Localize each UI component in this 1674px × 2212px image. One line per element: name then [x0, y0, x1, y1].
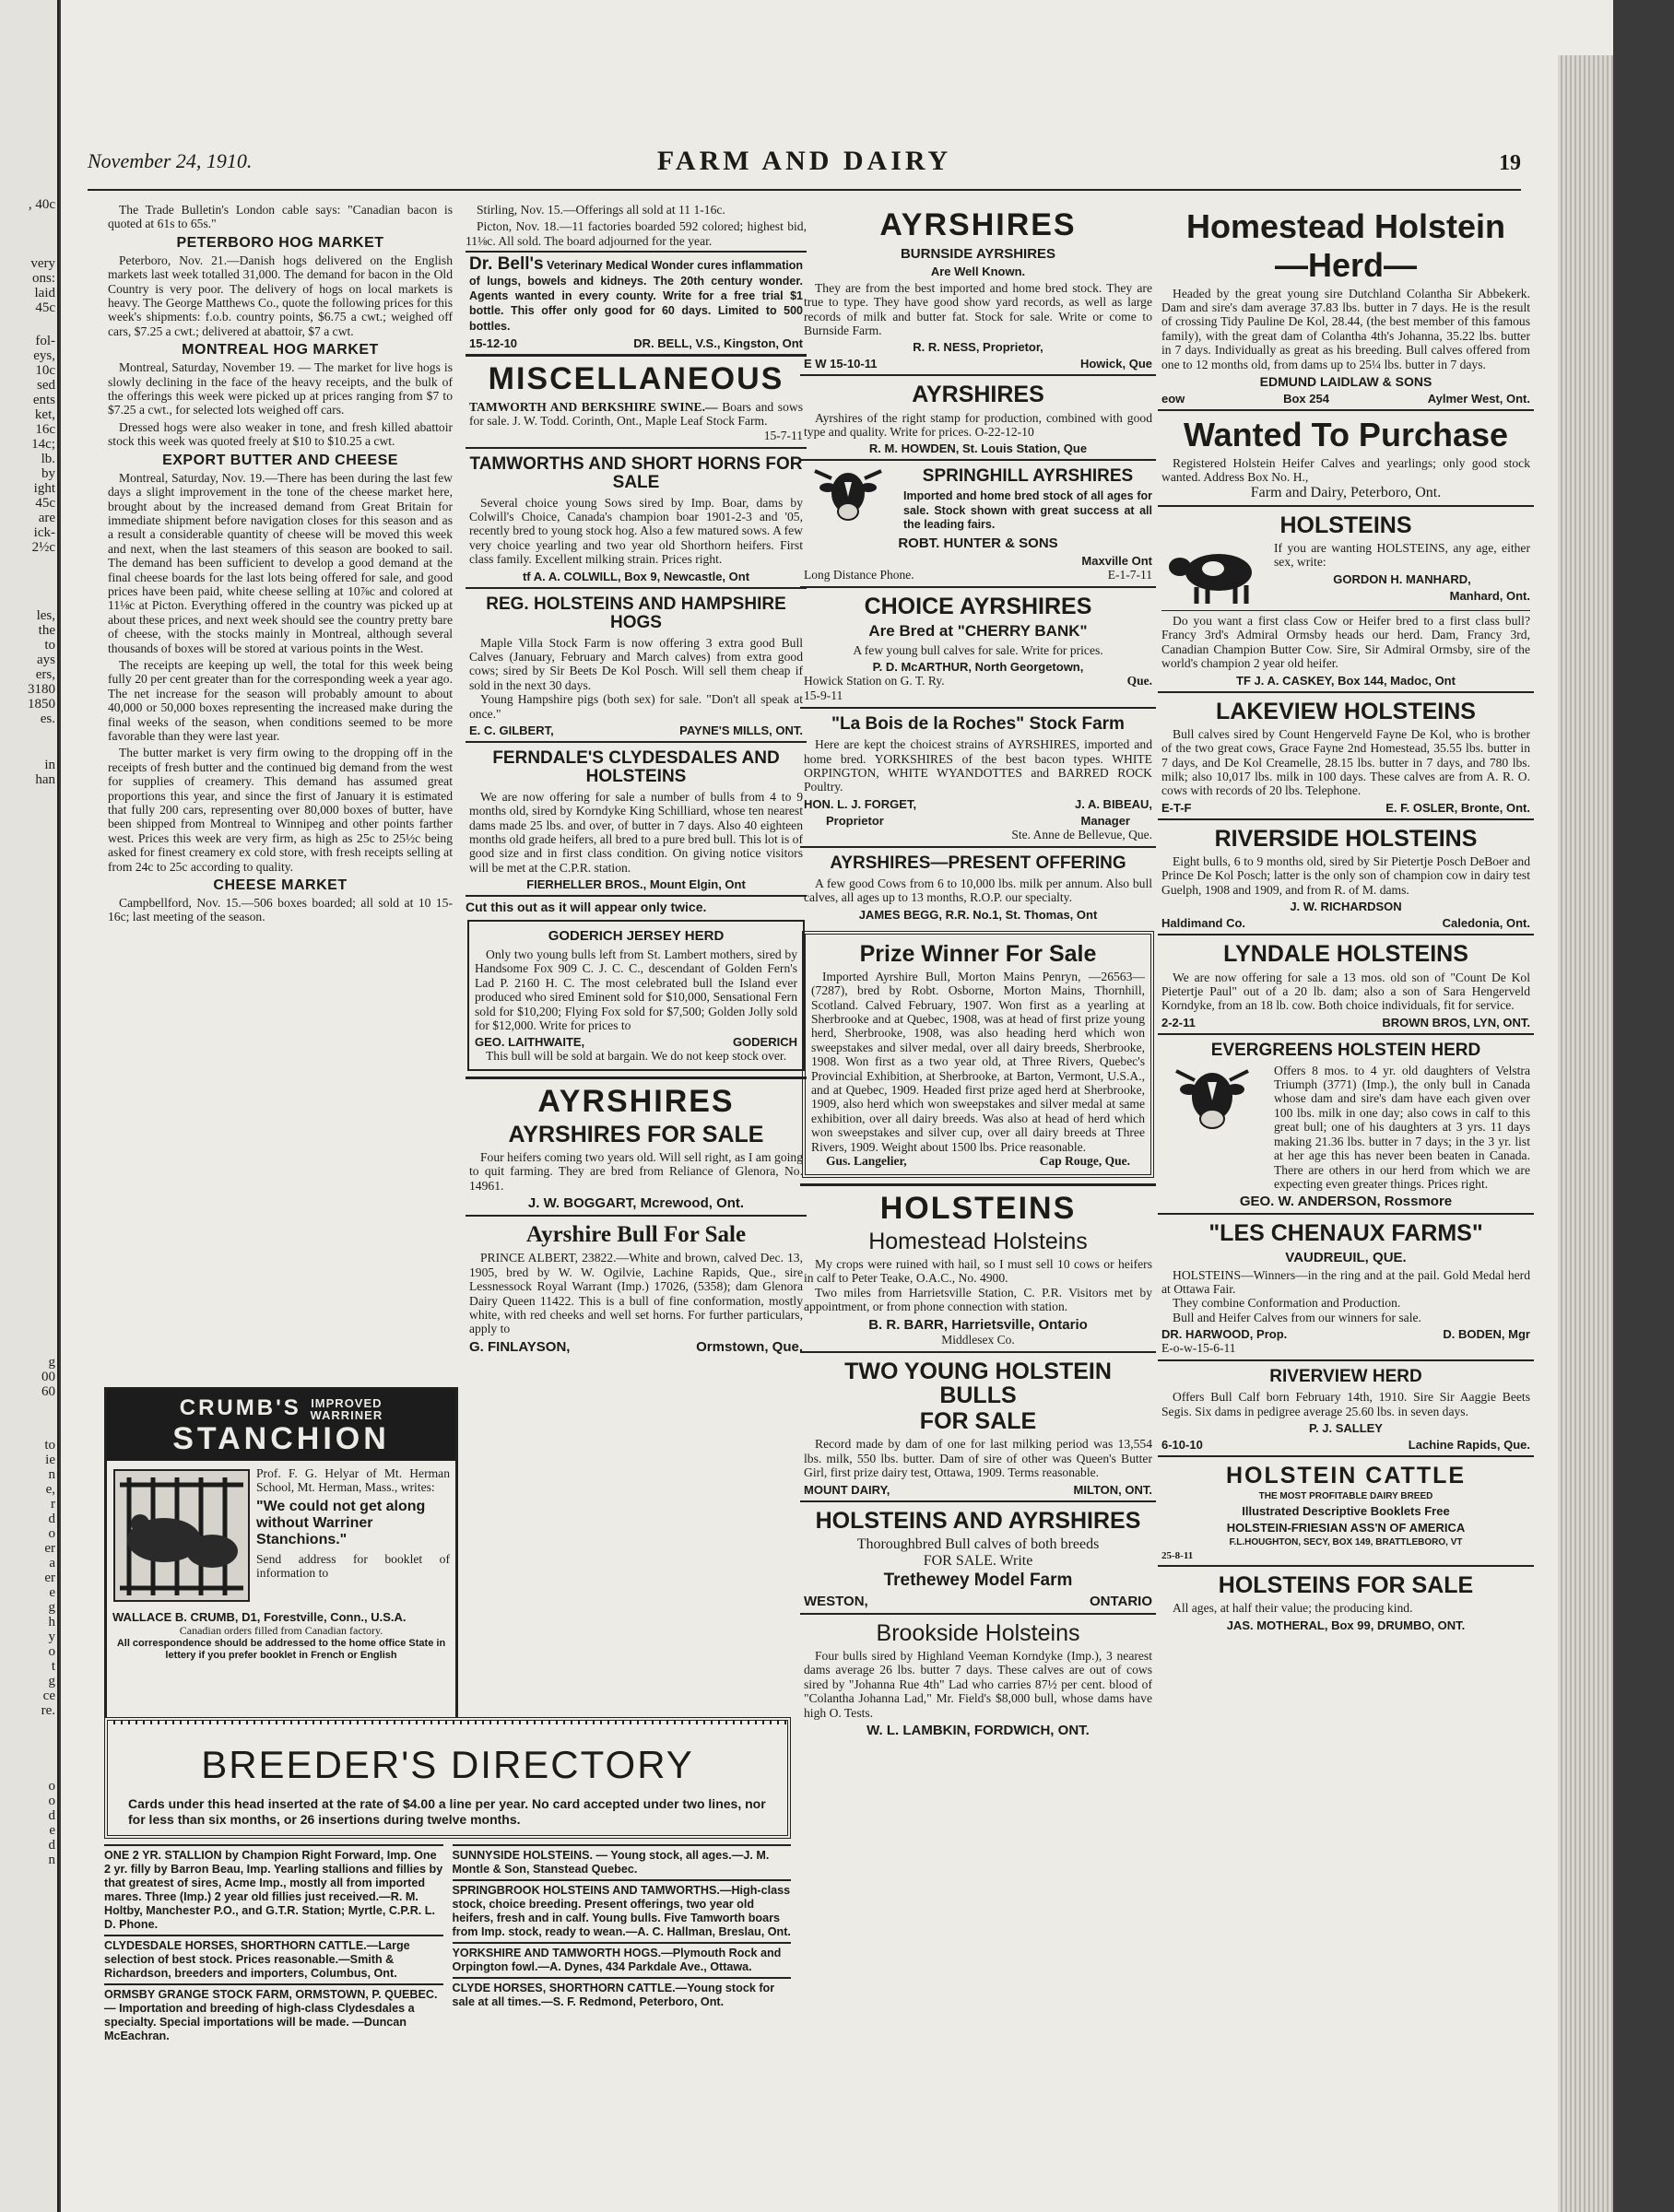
ad-title: Prize Winner For Sale	[859, 940, 1097, 967]
header-rule	[88, 189, 1521, 191]
holsteins-ayrshires-ad	[800, 1500, 1156, 1613]
ad-code: 6-10-10	[1161, 1437, 1203, 1452]
ad-code: E-T-F	[1161, 800, 1192, 815]
ad-title: AYRSHIRES FOR SALE	[508, 1121, 764, 1147]
correspondence-note: All correspondence should be addressed to the home office State in lettery if you prefer booklet in French or English	[116, 1638, 446, 1661]
farm-address: Ste. Anne de Bellevue, Que.	[1011, 827, 1152, 841]
ad-body: A few good Cows from 6 to 10,000 lbs. milk per annum. Also bull calves, all ages up to 13 months, R.O.P. our specialty.	[804, 876, 1152, 905]
ad-note: This bull will be sold at bargain. We do not keep stock over.	[486, 1049, 787, 1064]
ad-title: TWO YOUNG HOLSTEIN BULLS	[844, 1358, 1112, 1408]
article-paragraph: Dressed hogs were also weaker in tone, and fresh killed abattoir stock this week was quoted freely at $10 to $10.25 a cwt.	[108, 419, 453, 449]
adjacent-page-text-fragment: ie	[45, 1453, 55, 1467]
advertiser-name: P. D. McARTHUR, North Georgetown,	[872, 660, 1084, 675]
manager-name: D. BODEN, Mgr	[1443, 1327, 1530, 1342]
ad-subtitle: Are Bred at "CHERRY BANK"	[868, 621, 1088, 640]
product-name: STANCHION	[172, 1421, 390, 1456]
stanchion-banner	[107, 1390, 455, 1461]
directory-listing: SUNNYSIDE HOLSTEINS. — Young stock, all ages.—J. M. Montle & Son, Stanstead Quebec.	[453, 1844, 792, 1879]
section-title: AYRSHIRES	[879, 207, 1077, 242]
advertiser-signature: GEO. W. ANDERSON, Rossmore	[1239, 1194, 1453, 1210]
advertiser-signature: J. W. BOGGART, Mcrewood, Ont.	[527, 1195, 745, 1212]
ad-body: Bull and Heifer Calves from our winners for sale.	[1173, 1310, 1421, 1324]
ad-code: O-22-12-10	[974, 424, 1034, 439]
advertiser-name: P. J. SALLEY	[1309, 1420, 1383, 1435]
ad-body: Illustrated Descriptive Booklets Free	[1242, 1504, 1450, 1519]
choice-ayrshires-ad	[800, 586, 1156, 708]
adjacent-page-text-fragment: ket,	[34, 407, 55, 422]
section-title: HOLSTEINS	[879, 1191, 1077, 1227]
adjacent-page-text-fragment: ce	[42, 1688, 55, 1703]
adjacent-page-text-fragment: 14c;	[31, 437, 55, 452]
ad-code: 15-9-11	[804, 688, 843, 703]
advertiser-signature: BROWN BROS, LYN, ONT.	[1382, 1015, 1530, 1030]
directory-listing: ONE 2 YR. STALLION by Champion Right Forward, Imp. One 2 yr. filly by Barron Beau, Imp. Yearling stallions and fillies by that greatest of sires, Acme Imp., mostly all from imported mares. Three (Imp.) 2 year old fillies just received.—R. M. Holtby, Manchester P.O., and G.T.R. Station; Myrtle, C.P.R. L. D. Phone.	[104, 1844, 443, 1935]
adjacent-page-text-fragment: laid	[34, 286, 55, 300]
manager-name: J. A. BIBEAU,	[1074, 796, 1152, 811]
advertiser-location: GODERICH	[732, 1035, 797, 1050]
ad-title: LAKEVIEW HOLSTEINS	[1216, 698, 1476, 724]
homestead-herd-ad	[1158, 203, 1534, 409]
ad-body: Registered Holstein Heifer Calves and yearlings; only good stock wanted. Address Box No. H.,	[1161, 455, 1530, 485]
article-paragraph: The butter market is very firm owing to the dropping off in the receipts of fresh butter and the continued big demand from the west for supplies of creamery. This demand has assumed great proportions this year, and since the first of January it is estimated that fully 200 cars, representing over 80,000 boxes of butter, have been shipped from Montreal to Winnipeg and other points farther west. Prices this week are very firm, as high as 25c to 25½c being asked for finest creamery ex cold store, with fresh receipts selling at from 24c to 25c according to quality.	[108, 746, 453, 874]
column-ayrshires-holsteins	[800, 203, 1156, 2203]
ad-title: "La Bois de la Roches" Stock Farm	[831, 714, 1125, 735]
testimonial-quote: "We could not get along without Warriner Stanchions."	[256, 1498, 426, 1547]
holsteins-for-sale-ad	[1158, 1565, 1534, 1636]
adjacent-page-text-fragment: n	[48, 1467, 55, 1482]
ad-body: If you are wanting HOLSTEINS, any age, either sex, write:	[1274, 540, 1530, 570]
advertiser-name: MOUNT DAIRY,	[804, 1482, 890, 1497]
ad-title: Homestead Holstein	[1185, 207, 1506, 245]
ad-title: Wanted To Purchase	[1183, 416, 1509, 454]
advertiser-location: Howick, Que	[1079, 357, 1152, 371]
advertiser-signature: DR. BELL, V.S., Kingston, Ont	[633, 336, 803, 351]
article-paragraph: Campbellford, Nov. 15.—506 boxes boarded; all sold at 10 15-16c; last meeting of the season.	[108, 896, 453, 924]
advertiser-name: GORDON H. MANHARD,	[1333, 571, 1471, 586]
article-paragraph: The receipts are keeping up well, the total for this week being fully 20 per cent greater than for the corresponding week a year ago. The net increase for the season will probably amount to about 40,000 or 50,000 boxes representing the increased make during the final weeks of the season, when conditions seemed to be more favorable than they were last year.	[108, 657, 453, 743]
ad-body: We are now offering for sale a number of bulls from 4 to 9 months old, sired by Korndyke King Schilliard, whose ten nearest dams made 25 lbs. and over, of butter in 7 days. Also 40 eighteen months old grade heifers, all bred to a pure bred bull. This lot is of good size and in first class condition. On giving notice visitors will be met at the C.P.R. station.	[469, 789, 803, 875]
adjacent-page-text-fragment: in	[44, 758, 55, 772]
ad-subtitle: BURNSIDE AYRSHIRES	[900, 245, 1056, 262]
advertiser-name: E. C. GILBERT,	[469, 723, 554, 737]
prize-winner-ad	[802, 931, 1154, 1179]
adjacent-page-text-fragment: e	[49, 1823, 55, 1838]
present-offering-ad	[800, 846, 1156, 925]
goderich-jersey-ad	[467, 920, 805, 1071]
adjacent-page-text-fragment: y	[48, 1630, 55, 1644]
adjacent-page-text-fragment: re.	[41, 1703, 55, 1718]
adjacent-page-text-fragment: d	[48, 1838, 55, 1853]
booklet-offer: Send address for booklet of information to	[256, 1551, 450, 1581]
ayrshire-bull-ad	[466, 1215, 807, 1359]
directory-listing: CLYDE HORSES, SHORTHORN CATTLE.—Young stock for sale at all times.—S. F. Redmond, Peterboro, Ont.	[453, 1977, 792, 2012]
ad-body: Four heifers coming two years old. Will sell right, as I am going to quit farming. They are bred from Reliance of Glenora, No. 14961.	[469, 1149, 803, 1193]
ad-body: Maple Villa Stock Farm is now offering 3 extra good Bull Calves (January, February and March calves) from extra good cows; sired by Sir Beets De Kol Posch. Will sell them cheap if sold in the next 30 days.	[469, 635, 803, 692]
directory-listing: CLYDESDALE HORSES, SHORTHORN CATTLE.—Large selection of best stock. Prices reasonable.—Smith & Richardson, breeders and importers, Columbus, Ont.	[104, 1935, 443, 1983]
phone-note: Long Distance Phone.	[804, 567, 914, 582]
section-heading: EXPORT BUTTER AND CHEESE	[162, 452, 398, 468]
adjacent-page-text-fragment: ight	[33, 481, 55, 496]
advertiser-location: Caledonia, Ont.	[1442, 916, 1530, 931]
ad-tagline: Are Well Known.	[930, 264, 1026, 278]
advertiser-town: WESTON,	[804, 1593, 868, 1609]
adjacent-page-text-fragment: 60	[41, 1384, 55, 1399]
ad-body: Only two young bulls left from St. Lambert mothers, sired by Handsome Fox 909 C. J. C. C., descendant of Golden Fern's Lad P. 2160 H. C. The most celebrated bull the Island ever produced who sired Eminent sold for $10,000, Sensational Fern sold for $10,200; Flying Fox sold for $7,500; Golden Jolly sold for $12,000. Write for prices to	[475, 947, 797, 1033]
listing-body: Boars and sows for sale. J. W. Todd. Corinth, Ont., Maple Leaf Stock Farm.	[469, 399, 803, 429]
adjacent-page-text-fragment: , 40c	[28, 197, 55, 212]
adjacent-page-text-fragment: a	[49, 1556, 55, 1571]
ad-title: LYNDALE HOLSTEINS	[1223, 941, 1468, 968]
ad-body: Ayrshires of the right stamp for production, combined with good type and quality. Write for prices.	[804, 410, 1152, 439]
advertiser-location: Manhard, Ont.	[1449, 588, 1530, 603]
advertiser-province: ONTARIO	[1089, 1593, 1152, 1609]
directory-right-column	[453, 1844, 792, 2046]
proprietor-name: DR. HARWOOD, Prop.	[1161, 1327, 1288, 1342]
column-holsteins	[1158, 203, 1534, 2203]
ad-title: Ayrshire Bull For Sale	[525, 1222, 747, 1248]
ad-title: SPRINGHILL AYRSHIRES	[922, 466, 1134, 487]
stanchion-advertisement	[104, 1387, 458, 1738]
ad-code: 15-7-11	[763, 428, 803, 442]
adjacent-page-text-fragment: ick-	[33, 525, 55, 540]
book-spine	[1558, 55, 1613, 2212]
cow-head-illustration-icon	[804, 465, 892, 526]
advertiser-signature: TF J. A. CASKEY, Box 144, Madoc, Ont	[1236, 673, 1456, 688]
adjacent-page-text-fragment: 2½c	[31, 540, 55, 555]
advertiser-signature: tf A. A. COLWILL, Box 9, Newcastle, Ont	[522, 569, 750, 583]
ad-body: Headed by the great young sire Dutchland Colantha Sir Abbekerk. Dam and sire's dam average 37.83 lbs. butter in 7 days. He is the result of crossing Tidy Pauline De Kol, 28.44, (the best member of this famous family), with the great dam of Colantha 4th's Johanna, 35.22 lbs. butter in 7 days. Individually as great as his breeding. Bull calves offered from one to 12 months old, from dams up to 25¼ lbs. butter in 7 days.	[1161, 286, 1530, 371]
adjacent-page-text-fragment: e,	[45, 1482, 55, 1497]
cow-illustration-icon	[1161, 541, 1263, 607]
advertiser-signature: W. L. LAMBKIN, FORDWICH, ONT.	[866, 1723, 1090, 1739]
ad-body: Offers 8 mos. to 4 yr. old daughters of Velstra Triumph (3771) (Imp.), the only bull in Canada whose dam and sire's dam have each given over 100 lbs. milk in one day; also cows in calf to this great bull; one of his daughters at 3 yrs. 11 days making 21.36 lbs. butter in 7 days; in the 3 yr. list at her age this has never been beaten in Canada. There are others in our herd from which we are expecting even greater things. Prices right.	[1274, 1063, 1530, 1191]
advertiser-name: GEO. LAITHWAITE,	[475, 1035, 585, 1050]
ad-body: PRINCE ALBERT, 23822.—White and brown, calved Dec. 13, 1905, bred by W. W. Ogilvie, Lachine Rapids, Que., sire Lessnessock Royal Warrant (Imp.) 17026, (5358); dam Glenora Dairy Queen 11422. This is a bull of fine conformation, mostly white, with red cheeks and well set horns. For further particulars, apply to	[469, 1251, 803, 1336]
page-header	[88, 146, 1521, 192]
advertiser-name: J. W. RICHARDSON	[1290, 900, 1402, 914]
ad-code: 25-8-11	[1161, 1550, 1194, 1562]
ad-body: A few young bull calves for sale. Write for prices.	[853, 642, 1103, 657]
ad-title: Homestead Holsteins	[868, 1228, 1088, 1254]
adjacent-page-text-fragment: fol-	[35, 334, 55, 348]
article-paragraph: Peterboro, Nov. 21.—Danish hogs delivered on the English markets last week totalled 31,000. The demand for bacon in the Old Country is very poor. The delivery of hogs on local markets is heavy. The George Matthews Co., quote the following prices for this week's shipments: f.o.b. country points, $6.75 a cwt.; weighed off cars, $7.25 a cwt.; delivered at abattoir, $7 a cwt.	[108, 253, 453, 338]
tamworths-shorthorns-ad	[466, 447, 807, 587]
wanted-to-purchase-ad	[1158, 409, 1534, 505]
advertiser-name: G. FINLAYSON,	[469, 1338, 571, 1355]
adjacent-page-text-fragment: 3180	[28, 682, 55, 697]
adjacent-page-text-fragment: g	[48, 1355, 55, 1370]
adjacent-page-text-fragment: 45c	[35, 300, 55, 315]
dr-bell-body: Veterinary Medical Wonder cures inflammation of lungs, bowels and kidneys. The 20th century wonder. Agents wanted in every county. Write for a free trial $1 bottle. This offer only good for 60 days. Limited to 500 bottles.	[469, 259, 803, 333]
ad-body: My crops were ruined with hail, so I must sell 10 cows or heifers in calf to Peter Teake, O.A.C., No. 4900.	[804, 1256, 1152, 1286]
adjacent-page-text-fragment: 16c	[35, 422, 55, 437]
directory-header-box	[104, 1717, 791, 1839]
advertiser-signature: B. R. BARR, Harrietsville, Ontario	[868, 1316, 1088, 1333]
page-number: 19	[1499, 151, 1521, 175]
section-heading: CHEESE MARKET	[213, 877, 348, 894]
manager-role: Manager	[1080, 813, 1130, 828]
adjacent-page-text-fragment: to	[44, 638, 55, 653]
adjacent-page-text-fragment: lb.	[41, 452, 55, 466]
burnside-ayrshires-ad	[800, 203, 1156, 374]
two-bulls-ad	[800, 1351, 1156, 1500]
ad-body: Imported and home bred stock of all ages for sale. Stock shown with great success at all the leading fairs.	[903, 489, 1152, 532]
ad-title: AYRSHIRES	[912, 382, 1044, 408]
adjacent-page-text-fragment: sed	[37, 378, 55, 393]
ad-body: Record made by dam of one for last milking period was 13,554 lbs. milk, 550 lbs. butter. Dam of sire of other was Queen's Butter Girl, first prize dairy test, Ottawa, 1909. Terms reasonable.	[804, 1437, 1152, 1480]
lyndale-ad	[1158, 934, 1534, 1032]
riverside-ad	[1158, 818, 1534, 934]
dr-bell-title: Dr. Bell's	[469, 254, 544, 275]
ad-body: FOR SALE. Write	[923, 1552, 1033, 1569]
adjacent-page-text-fragment: eys,	[33, 348, 55, 363]
adjacent-page-edge	[0, 0, 59, 2212]
proprietor-name: HON. L. J. FORGET,	[804, 796, 917, 811]
ad-title: HOLSTEIN CATTLE	[1225, 1462, 1467, 1488]
ad-body: Eight bulls, 6 to 9 months old, sired by Sir Pietertje Posch DeBoer and Prince De Kol Posch; latter is the only son of champion cow in dairy test Guelph, 1908 and 1909, and from R. of M. dams.	[1161, 854, 1530, 897]
holsteins-hampshire-ad	[466, 587, 807, 741]
adjacent-page-text-fragment: 10c	[35, 363, 55, 378]
ad-body: HOLSTEINS—Winners—in the ring and at the pail. Gold Medal herd at Ottawa Fair.	[1161, 1267, 1530, 1296]
ad-body: Bull calves sired by Count Hengerveld Fayne De Kol, who is brother of the two great cows, Grace Fayne 2nd Homestead, 35.55 lbs. butter in 7 days, and De Kol Creamelle, 28.15 lbs. butter in 7 days, and 780 lbs. milk; also 10,017 lbs. milk in 100 days. These calves are from A. R. O. cows with records of 20 lbs. Telephone.	[1161, 726, 1530, 798]
testimonial-source: Prof. F. G. Helyar of Mt. Herman School, Mt. Herman, Mass., writes:	[256, 1466, 450, 1495]
advertiser-signature: JAMES BEGG, R.R. No.1, St. Thomas, Ont	[858, 907, 1098, 922]
dr-bell-ad	[466, 251, 807, 354]
section-title: AYRSHIRES	[537, 1083, 735, 1119]
improved-label: IMPROVED	[311, 1395, 383, 1410]
ad-body: We are now offering for sale a 13 mos. old son of "Count De Kol Pietertje Paul" out of a 20 lb. dam; also a son of Sara Hengerveld Korndyke, from an 18 lb. cow. Both choice individuals, fit for service.	[1161, 970, 1530, 1013]
adjacent-page-text-fragment: o	[48, 1794, 55, 1808]
ad-body: Imported Ayrshire Bull, Morton Mains Penryn, —26563— (7287), bred by Robt. Osborne, Morton Mains, Thornhill, Scotland. Calved February, 1907. Won first as a yearling at Sherbrooke and at Quebec, 1908, was at head of first prize young herd, Sherbrooke, 1908, was also heading herd which won sweepstakes and silver medal, over all dairy breeds, Sherbrooke, 1908. Won first as a two year old, at Three Rivers, Quebec's Provincial Exhibition, at Sherbrooke, at Barton, Vermont, U.S.A., and at Quebec, 1909. Headed first prize aged herd at Sherbrooke, 1909, also herd which won sweepstakes and silver medal at same exhibition, over all dairy breeds. Was also at head of herd which won sweepstakes and silver cup, over all dairy breeds at Three Rivers, 1909. Weight about 1500 lbs. Price reasonable.	[811, 969, 1145, 1154]
adjacent-page-text-fragment: er	[44, 1571, 55, 1585]
advertiser-name: R. R. NESS, Proprietor,	[913, 340, 1043, 355]
lakeview-ad	[1158, 691, 1534, 818]
advertiser-province: Que.	[1126, 674, 1152, 688]
ad-code: eow	[1161, 392, 1185, 406]
ad-body: Thoroughbred Bull calves of both breeds	[856, 1535, 1100, 1552]
directory-terms: Cards under this head inserted at the rate of $4.00 a line per year. No card accepted under two lines, nor for less than six months, or 26 insertions during twelve months.	[128, 1796, 766, 1827]
miscellaneous-section	[466, 354, 807, 447]
ad-title: HOLSTEINS	[1279, 512, 1412, 538]
ad-code: E W 15-10-11	[804, 357, 878, 371]
adjacent-page-text-fragment: 45c	[35, 496, 55, 511]
brand-name: CRUMB'S	[179, 1395, 301, 1420]
holstein-cattle-ad	[1158, 1455, 1534, 1565]
advertiser-box: Box 254	[1283, 392, 1329, 406]
stanchion-cattle-illustration-icon	[112, 1466, 251, 1605]
article-paragraph: Montreal, Saturday, Nov. 19.—There has been during the last few days a slight improvement in the tone of the cheese market here, brought about by the increased demand from Great Britain for immediate shipment before navigation closes for this season and as a result a considerable quantity of cheese will be moved this week and next, when the last steamers of this season are booked to sail. The demand has been sufficient to develop a good demand at the final cheese boards for the last lots being offered for sale, and good prices have been paid, white cheese selling at 10⅞c and colored at 11⅛c at Picton. Everything offered in the country was picked up at about these prices, and next week should see the country pretty bare of cheese, with the stocks mainly in Montreal, although several thousands of boxes will be stored at various points in the West.	[108, 470, 453, 655]
adjacent-page-text-fragment: h	[48, 1615, 55, 1630]
ad-body: Young Hampshire pigs (both sex) for sale. "Don't all speak at once."	[469, 692, 803, 721]
column-miscellaneous	[466, 203, 807, 1576]
association-address: F.L.HOUGHTON, SECY, BOX 149, BRATTLEBORO, VT	[1229, 1537, 1463, 1548]
advertiser-signature: FIERHELLER BROS., Mount Elgin, Ont	[526, 877, 746, 892]
section-heading: PETERBORO HOG MARKET	[176, 234, 384, 251]
advertiser-county: Haldimand Co.	[1161, 916, 1246, 931]
publication-title: FARM AND DAIRY	[656, 146, 952, 176]
adjacent-page-text-fragment: es.	[40, 712, 55, 726]
ad-title: REG. HOLSTEINS AND HAMPSHIRE HOGS	[486, 594, 786, 632]
advertiser-county: Middlesex Co.	[941, 1332, 1015, 1347]
ad-body: All ages, at half their value; the producing kind.	[1173, 1601, 1413, 1616]
adjacent-page-text-fragment: ers,	[35, 667, 55, 682]
ad-title: CHOICE AYRSHIRES	[864, 593, 1092, 619]
holsteins-section	[800, 1183, 1156, 1351]
advertiser-signature: JAS. MOTHERAL, Box 99, DRUMBO, ONT.	[1226, 1618, 1466, 1632]
adjacent-page-text-fragment: ays	[37, 653, 55, 667]
adjacent-page-text-fragment: han	[35, 772, 55, 787]
directory-left-column	[104, 1844, 443, 2046]
cow-head-illustration-icon	[1161, 1064, 1263, 1137]
ad-body: Several choice young Sows sired by Imp. Boar, dams by Colwill's Choice, Canada's champion boar 1901-2-3 and '05, recently bred to young stock hog. Also a few matured sows. A few very choice yearling and two year old Shorthorn heifers. First class family. Excellent milking strain. Prices right.	[469, 495, 803, 567]
advertiser-location: Aylmer West, Ont.	[1427, 392, 1530, 406]
brookside-ad	[800, 1613, 1156, 1742]
ad-title: "LES CHENAUX FARMS"	[1208, 1220, 1483, 1247]
ad-code: 15-12-10	[469, 336, 518, 351]
cut-out-note: Cut this out as it will appear only twice.	[466, 895, 807, 914]
market-paragraph: Stirling, Nov. 15.—Offerings all sold at 11 1-16c.	[477, 203, 725, 217]
advertiser-location: PAYNE'S MILLS, ONT.	[679, 723, 803, 737]
ad-title: GODERICH JERSEY HERD	[548, 928, 725, 945]
directory-listing: ORMSBY GRANGE STOCK FARM, ORMSTOWN, P. QUEBEC. — Importation and breeding of high-class Clydesdales a specialty. Special importations will be made. —Duncan McEachran.	[104, 1983, 443, 2046]
advertiser-location: MILTON, ONT.	[1073, 1482, 1152, 1497]
les-chenaux-ad	[1158, 1213, 1534, 1359]
adjacent-page-text-fragment: 00	[41, 1370, 55, 1384]
advertiser-location: Maxville Ont	[1081, 553, 1152, 568]
howden-ayrshires-ad	[800, 374, 1156, 459]
la-bois-ad	[800, 707, 1156, 846]
ayrshires-section	[466, 1077, 807, 1215]
adjacent-page-text-fragment: t	[51, 1659, 55, 1674]
adjacent-page-text-fragment: n	[48, 1853, 55, 1867]
adjacent-page-text-fragment: g	[48, 1600, 55, 1615]
advertiser-name: EDMUND LAIDLAW & SONS	[1259, 374, 1432, 390]
ad-title: HOLSTEINS FOR SALE	[1218, 1572, 1474, 1599]
directory-listing: SPRINGBROOK HOLSTEINS AND TAMWORTHS.—High-class stock, choice breeding. Present offerings, two year old heifers, fresh and in calf. Young bulls. Five Tamworth boars from Imp. stock, ready to wean.—A. C. Hallman, Breslau, Ont.	[453, 1879, 792, 1942]
ad-title: RIVERVIEW HERD	[1269, 1367, 1422, 1387]
ad-title: FERNDALE'S CLYDESDALES AND HOLSTEINS	[492, 747, 780, 786]
ad-code: 2-2-11	[1161, 1015, 1196, 1030]
breeders-directory	[104, 1717, 791, 2187]
adjacent-page-text-fragment: by	[41, 466, 55, 481]
market-paragraph: Picton, Nov. 18.—11 factories boarded 592 colored; highest bid, 11⅛c. All sold. The board adjourned for the year.	[466, 219, 807, 248]
ad-title: TAMWORTHS AND SHORT HORNS FOR SALE	[469, 453, 803, 492]
springhill-ad	[800, 459, 1156, 585]
adjacent-page-text-fragment: er	[44, 1541, 55, 1556]
article-paragraph: Montreal, Saturday, November 19. — The market for live hogs is slowly declining in the face of the heavy receipts, and the bulk of the offerings this week were picked up at prices ranging from $7 to $7.25 a cwt., for selected lots weighed off cars.	[108, 360, 453, 418]
adjacent-page-text-fragment: the	[38, 623, 55, 638]
manhard-holsteins-ad	[1158, 505, 1534, 691]
ad-title-line2: FOR SALE	[919, 1408, 1037, 1435]
directory-listing: YORKSHIRE AND TAMWORTH HOGS.—Plymouth Rock and Orpington fowl.—A. Dynes, 434 Parkdale Ave., Ottawa.	[453, 1942, 792, 1977]
adjacent-page-text-fragment: r	[51, 1497, 55, 1512]
issue-date: November 24, 1910.	[88, 149, 253, 172]
adjacent-page-text-fragment: o	[48, 1779, 55, 1794]
listing-lead: TAMWORTH AND BERKSHIRE SWINE.—	[469, 399, 718, 414]
warriner-label: WARRINER	[310, 1407, 383, 1422]
adjacent-page-text-fragment: ents	[32, 393, 55, 407]
adjacent-page-text-fragment: o	[48, 1644, 55, 1659]
ad-body: They combine Conformation and Production.	[1173, 1296, 1401, 1311]
riverview-ad	[1158, 1359, 1534, 1455]
advertiser-location: Cap Rouge, Que.	[1039, 1154, 1130, 1169]
adjacent-page-text-fragment: ons:	[31, 271, 55, 286]
ad-body: They are from the best imported and home bred stock. They are true to type. They have good show yard records, as well as large records of milk and butter fat. Stock for sale. Write or come to Burnside Farm.	[804, 280, 1152, 337]
ad-code: E-1-7-11	[1107, 567, 1152, 582]
adjacent-page-text-fragment: d	[48, 1808, 55, 1823]
association-name: HOLSTEIN-FRIESIAN ASS'N OF AMERICA	[1226, 1521, 1466, 1535]
ad-body: Here are kept the choicest strains of AYRSHIRES, imported and home bred. YORKSHIRES of the best bacon types. WHITE ORPINGTON, WHITE WYANDOTTES and BARRED ROCK Poultry.	[804, 737, 1152, 794]
adjacent-page-text-fragment: d	[48, 1512, 55, 1526]
adjacent-page-text-fragment: o	[48, 1526, 55, 1541]
adjacent-page-text-fragment: g	[48, 1674, 55, 1688]
section-title: MISCELLANEOUS	[488, 361, 784, 397]
advertiser-signature: E. F. OSLER, Bronte, Ont.	[1385, 800, 1530, 815]
adjacent-page-text-fragment: e	[49, 1585, 55, 1600]
ad-code: E-o-w-15-6-11	[1161, 1341, 1236, 1356]
ad-title: AYRSHIRES—PRESENT OFFERING	[830, 853, 1126, 873]
ad-tagline: THE MOST PROFITABLE DAIRY BREED	[1258, 1491, 1433, 1502]
canadian-note: Canadian orders filled from Canadian factory.	[179, 1624, 383, 1637]
adjacent-page-text-fragment: to	[44, 1438, 55, 1453]
farm-name: Trethewey Model Farm	[883, 1570, 1073, 1590]
advertiser-signature: R. M. HOWDEN, St. Louis Station, Que	[868, 441, 1088, 456]
advertiser-name: Gus. Langelier,	[826, 1154, 907, 1169]
advertiser-location: Ormstown, Que.	[696, 1338, 803, 1355]
ad-body: Four bulls sired by Highland Veeman Korndyke (Imp.), 3 nearest dams average 26 lbs. butter 7 days. These calves are out of cows sired by "Johanna Rue 4th" Lad who carries 87½ per cent. blood of "Colantha Johanna Lad," Mr. Field's $8,000 bull, whose dams have high O. Tests.	[804, 1649, 1152, 1720]
adjacent-page-text-fragment: 1850	[28, 697, 55, 712]
ad-title: Brookside Holsteins	[876, 1619, 1080, 1646]
ad-title: HOLSTEINS AND AYRSHIRES	[815, 1507, 1141, 1534]
ad-title-line2: —Herd—	[1274, 245, 1418, 284]
adjacent-page-text-fragment: les,	[36, 608, 55, 623]
directory-title: BREEDER'S DIRECTORY	[201, 1743, 694, 1786]
adjacent-page-text-fragment: are	[38, 511, 55, 525]
evergreens-ad	[1158, 1033, 1534, 1214]
ad-body: Do you want a first class Cow or Heifer bred to a first class bull? Francy 3rd's Admiral Ormsby heads our herd. Dam, Francy 3rd, Canadian Champion Butter Cow. Sire, Sir Admiral Ormsby, sire of the world's champion 2 year old heifer.	[1161, 610, 1530, 671]
company-address: WALLACE B. CRUMB, D1, Forestville, Conn., U.S.A.	[112, 1610, 407, 1624]
ad-subtitle: VAUDREUIL, QUE.	[1285, 1249, 1407, 1265]
intro-paragraph: The Trade Bulletin's London cable says: "Canadian bacon is quoted at 61s to 65s."	[108, 203, 453, 231]
adjacent-page-text-fragment: very	[30, 256, 55, 271]
advertiser-location: Lachine Rapids, Que.	[1408, 1437, 1530, 1452]
ad-body: Offers Bull Calf born February 14th, 1910. Sire Sir Aaggie Beets Segis. Six dams in pedigree average 25.60 lbs. in seven days.	[1161, 1390, 1530, 1418]
advertiser-location: Howick Station on G. T. Ry.	[804, 674, 945, 688]
advertiser-name: ROBT. HUNTER & SONS	[898, 535, 1058, 551]
ad-body: Two miles from Harrietsville Station, C. P.R. Visitors met by appointment, or from phone connection with station.	[804, 1285, 1152, 1314]
ferndale-ad	[466, 741, 807, 895]
ad-title: RIVERSIDE HOLSTEINS	[1214, 825, 1478, 852]
section-heading: MONTREAL HOG MARKET	[182, 342, 379, 359]
advertiser-signature: Farm and Dairy, Peterboro, Ont.	[1250, 484, 1442, 500]
proprietor-role: Proprietor	[826, 813, 884, 828]
ad-title: EVERGREENS HOLSTEIN HERD	[1210, 1040, 1481, 1060]
